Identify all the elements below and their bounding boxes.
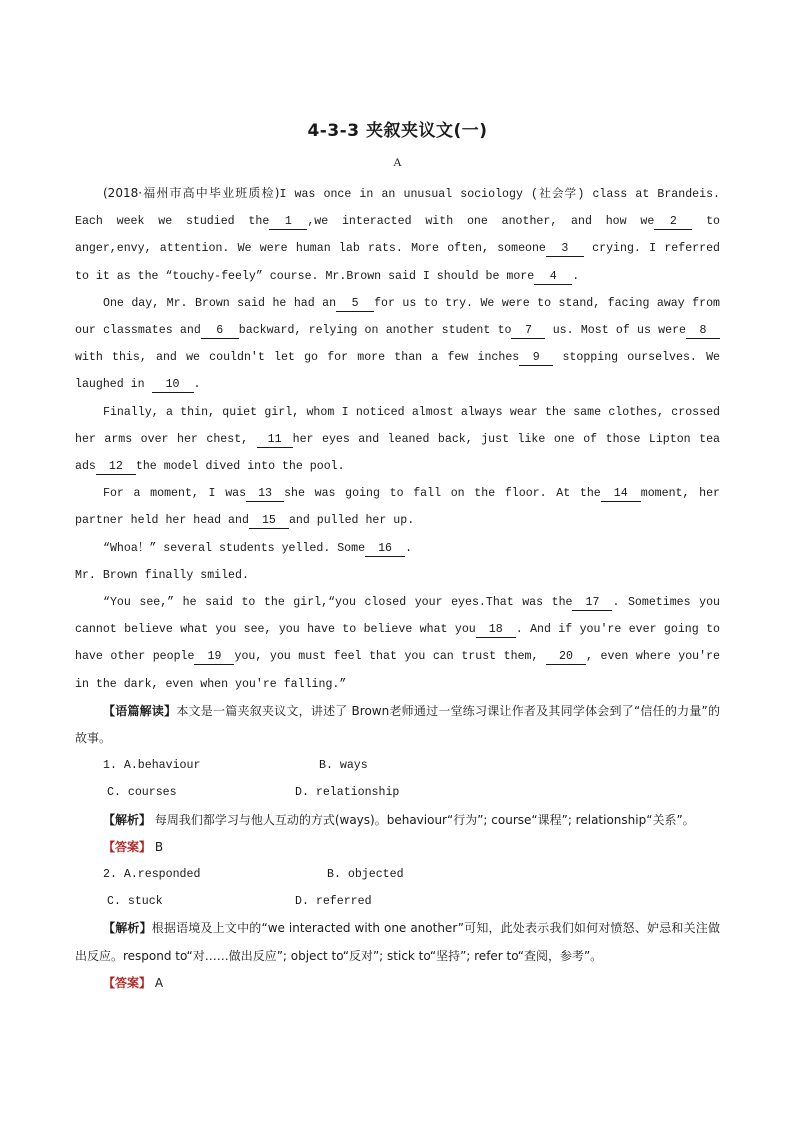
passage-paragraph-7: “You see,” he said to the girl,“you closed your eyes.That was the 17 . Sometimes you cannot believe what you see, you have to believe what you 18 . And if you're ever going to have other people 19 you, you must feel that you can trust them, 20 , even where you're in the dark, even when you're falling.” [75,596,721,691]
blank-1: 1 [269,215,307,230]
question-1 [75,752,720,861]
blank-4: 4 [534,270,572,285]
passage-paragraph-1: (2018·福州市高中毕业班质检)I was once in an unusual sociology (社会学) class at Brandeis. Each week we studied the 1 ,we interacted with one another, and how we 2 to anger,envy, attention. We were human lab rats. More often, someone 3 crying. I referred to it as the “touchy-feely” course. Mr.Brown said I should be more 4 . [75,186,721,283]
blank-9: 9 [519,351,553,366]
question-2 [75,861,720,997]
page-title: 4-3-3 夹叙夹议文(一) [307,121,488,141]
blank-11: 11 [257,433,293,448]
passage-paragraph-3: Finally, a thin, quiet girl, whom I noticed almost always wear the same clothes, crossed her arms over her chest, 11 her eyes and leaned back, just like one of those Lipton tea ads 12 the model dived into the pool. [75,405,720,474]
blank-18: 18 [476,623,516,638]
question-1-options-row-1: 1. A.behaviour B. ways [103,759,368,773]
section-label: A [393,155,402,169]
blank-17: 17 [572,596,612,611]
question-1-answer: 【答案】 B [103,839,164,854]
passage-paragraph-2: One day, Mr. Brown said he had an 5 for us to try. We were to stand, facing away from our classmates and 6 backward, relying on another student to 7 us. Most of us were 8with this, and we couldn't let go for more than a few inches 9 stopping ourselves. We laughed in 10 . [75,296,720,392]
blank-3: 3 [546,242,584,257]
blank-5: 5 [336,297,374,312]
blank-19: 19 [194,650,234,665]
blank-13: 13 [246,487,284,502]
question-2-analysis: 【解析】根据语境及上文中的“we interacted with one another”可知，此处表示我们如何对愤怒、妒忌和关注做出反应。respond to“对……做出反应”; object to“反对”; stick to“坚持”; refer to“查阅，参考”。 [75,921,720,963]
question-2-options-row-1: 2. A.responded B. objected [103,868,404,882]
blank-16: 16 [365,542,405,557]
blank-7: 7 [511,324,545,339]
blank-14: 14 [601,487,641,502]
passage-paragraph-5: “Whoa！” several students yelled. Some 16 . [103,541,413,555]
question-1-options-row-2: C. courses D. relationship [107,786,400,800]
reading-note: 【语篇解读】本文是一篇夹叙夹议文，讲述了 Brown老师通过一堂练习课让作者及其同学体会到了“信任的力量”的故事。 [75,703,720,746]
blank-8: 8 [686,324,720,339]
question-1-analysis: 【解析】 每周我们都学习与他人互动的方式(ways)。behaviour“行为”; course“课程”; relationship“关系”。 [103,812,695,827]
question-2-options-row-2: C. stuck D. referred [107,895,372,909]
blank-10: 10 [152,378,194,393]
blank-12: 12 [96,460,136,475]
reading-note-label: 【语篇解读】 [103,703,177,718]
blank-6: 6 [201,324,239,339]
blank-2: 2 [654,215,692,230]
passage-paragraph-6: Mr. Brown finally smiled. [75,568,249,582]
blank-15: 15 [249,514,289,529]
document-body [75,180,720,997]
passage-paragraph-4: For a moment, I was 13 she was going to fall on the floor. At the 14 moment, her partner held her head and 15 and pulled her up. [75,487,720,528]
blank-20: 20 [546,650,586,665]
question-2-answer: 【答案】 A [103,975,164,990]
source-note: (2018·福州市高中毕业班质检) [103,186,280,200]
